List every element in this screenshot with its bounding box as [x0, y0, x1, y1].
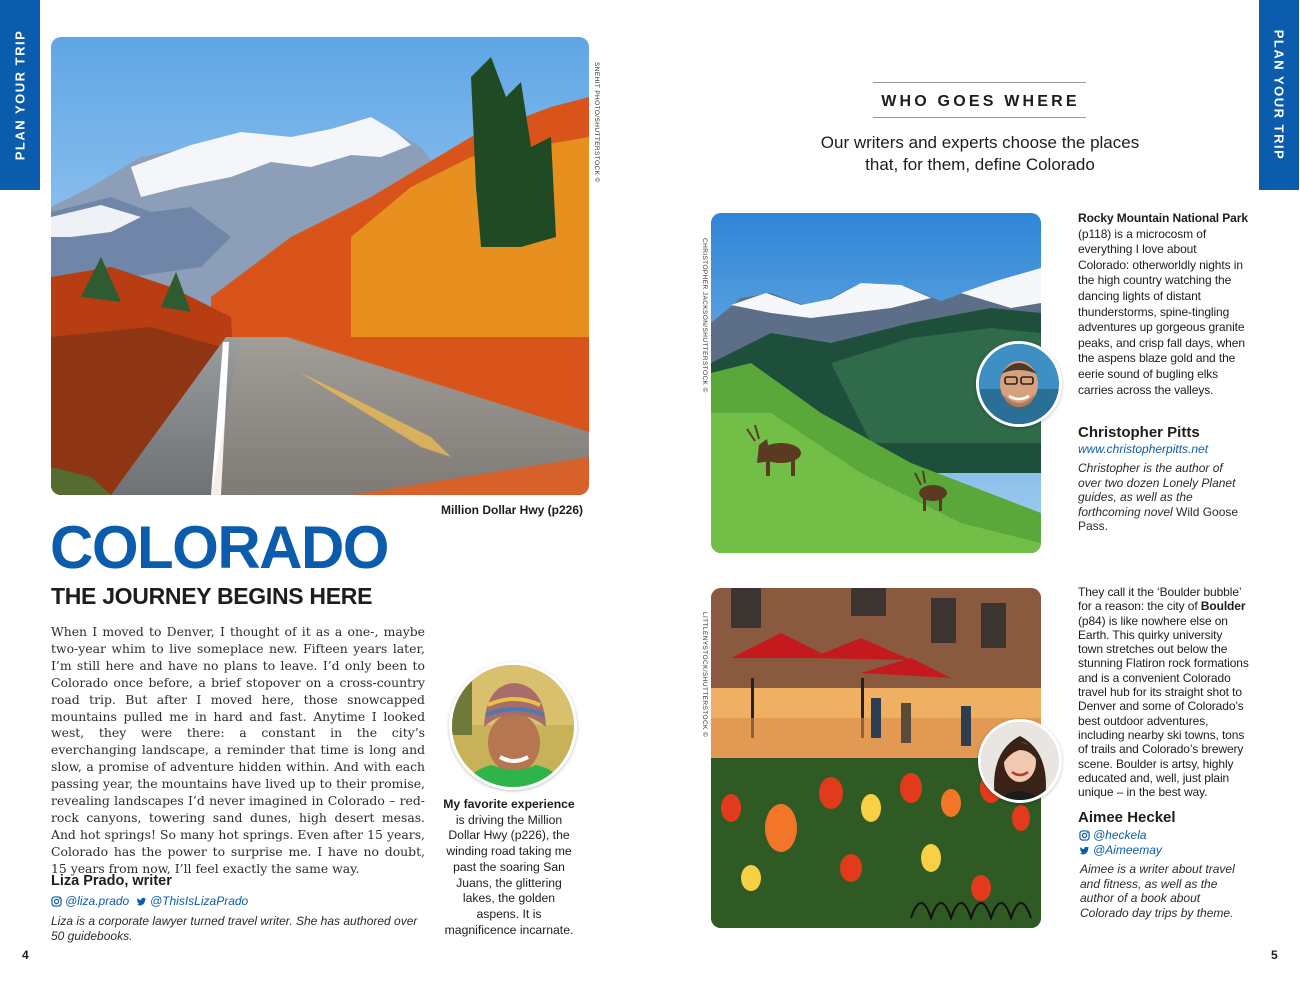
author-avatar: [449, 662, 577, 790]
photo-credit: LITTLENYSTOCK/SHUTTERSTOCK ©: [701, 612, 708, 738]
expert2-instagram[interactable]: [1079, 828, 1147, 842]
favorite-experience: [441, 797, 577, 938]
expert1-text: [1078, 211, 1248, 398]
section-title: WHO GOES WHERE: [881, 93, 1080, 110]
expert2-intro: They call it the ‘Boulder bubble’ for a reason: the city of: [1078, 585, 1242, 614]
author-bio: Liza is a corporate lawyer turned travel writer. She has authored over 50 guidebooks.: [51, 914, 418, 943]
title-rule-bottom: [873, 117, 1086, 118]
author-twitter[interactable]: [136, 894, 248, 908]
expert1-bio-italic: Christopher is the author of over two dozen Lonely Planet guides, as well as the forthcoming novel: [1078, 461, 1236, 519]
expert1-name: Christopher Pitts: [1078, 424, 1200, 441]
expert1-website-link[interactable]: www.christopherpitts.net: [1078, 442, 1209, 456]
section-tab-left: [0, 0, 40, 190]
favorite-lead: My favorite experience: [443, 797, 575, 811]
section-subtitle: Our writers and experts choose the places that, for them, define Colorado: [820, 133, 1140, 174]
author-instagram[interactable]: [51, 894, 129, 908]
page-subtitle: THE JOURNEY BEGINS HERE: [51, 583, 373, 609]
photo-credit: CHRISTOPHER JACKSON/SHUTTERSTOCK ©: [701, 238, 708, 393]
expert2-twitter[interactable]: [1079, 843, 1162, 857]
expert1-highlight: Rocky Mountain National Park: [1078, 211, 1248, 225]
author-name: Liza Prado, writer: [51, 873, 172, 889]
intro-text: When I moved to Denver, I thought of it as a one-, maybe two-year whim to live someplace new. Fifteen years later, I’m still here and have no plans to leave. I’d only been to Colorado once before, a brief stopover on a cross-country road trip. But after I moved here, those snowcapped mountains pulled me in hard and fast. Anytime I looked west, they were there: a constant in the city’s everchanging landscape, a reminder that time is long and slow, a promise of adventure hidden within. And with each passing year, the mountains have lived up to their promise, revealing landscapes I’d never imagined in Colorado – red-rock canyons, towering sand dunes, high desert mesas. And hot springs! So many hot springs. Even after 15 years, Colorado has the power to surprise me. I have no doubt, 15 years from now, I’ll feel exactly the same way.: [51, 624, 425, 876]
instagram-handle: @heckela: [1093, 828, 1147, 842]
favorite-text: is driving the Million Dollar Hwy (p226), the winding road taking me past the soaring San Juans, the glittering lakes, the golden aspens. It is magnificence incarnate.: [444, 812, 574, 937]
highway-photo: [51, 37, 589, 495]
instagram-icon: [51, 896, 62, 907]
twitter-handle: @Aimeemay: [1093, 843, 1162, 857]
expert1-bio: [1078, 461, 1248, 534]
page-number-right: 5: [1271, 948, 1278, 962]
expert2-text: [1078, 585, 1250, 799]
section-tab-label: PLAN YOUR TRIP: [1271, 29, 1287, 161]
section-tab-right: [1259, 0, 1299, 190]
expert1-bio-book: Wild Goose Pass.: [1078, 504, 1239, 534]
photo-credit: SNEHIT PHOTO/SHUTTERSTOCK ©: [593, 62, 600, 183]
twitter-handle: @ThisIsLizaPrado: [150, 894, 249, 908]
expert2-bio: Aimee is a writer about travel and fitness, as well as the author of a book about Colorado day trips by theme.: [1080, 862, 1235, 920]
twitter-icon: [1079, 845, 1090, 856]
expert-avatar: [978, 719, 1062, 803]
expert2-name: Aimee Heckel: [1078, 809, 1176, 826]
expert2-description: (p84) is like nowhere else on Earth. This quirky university town stretches out below the stunning Flatiron rock formations and is a convenient Colorado travel hub for its straight shot to Denver and some of Colorado’s best outdoor adventures, including nearby ski towns, tons of trails and Colorado’s brewery scene. Boulder is artsy, highly educated and, well, just plain unique – in the best way.: [1078, 613, 1249, 800]
twitter-icon: [136, 896, 147, 907]
page-title: COLORADO: [50, 514, 388, 581]
expert2-highlight: Boulder: [1200, 599, 1246, 614]
expert1-description: (p118) is a microcosm of everything I love about Colorado: otherworldly nights in the high country watching the dancing lights of distant thunderstorms, spine-tingling adventures up gorgeous granite peaks, and crisp fall days, when the aspens blaze gold and the eerie sound of bugling elks carries across the valleys.: [1078, 226, 1245, 397]
expert-avatar: [976, 341, 1062, 427]
page-number-left: 4: [22, 948, 29, 962]
title-rule-top: [873, 82, 1086, 83]
instagram-icon: [1079, 830, 1090, 841]
section-tab-label: PLAN YOUR TRIP: [12, 29, 28, 161]
photo-caption: Million Dollar Hwy (p226): [441, 503, 584, 517]
instagram-handle: @liza.prado: [65, 894, 130, 908]
